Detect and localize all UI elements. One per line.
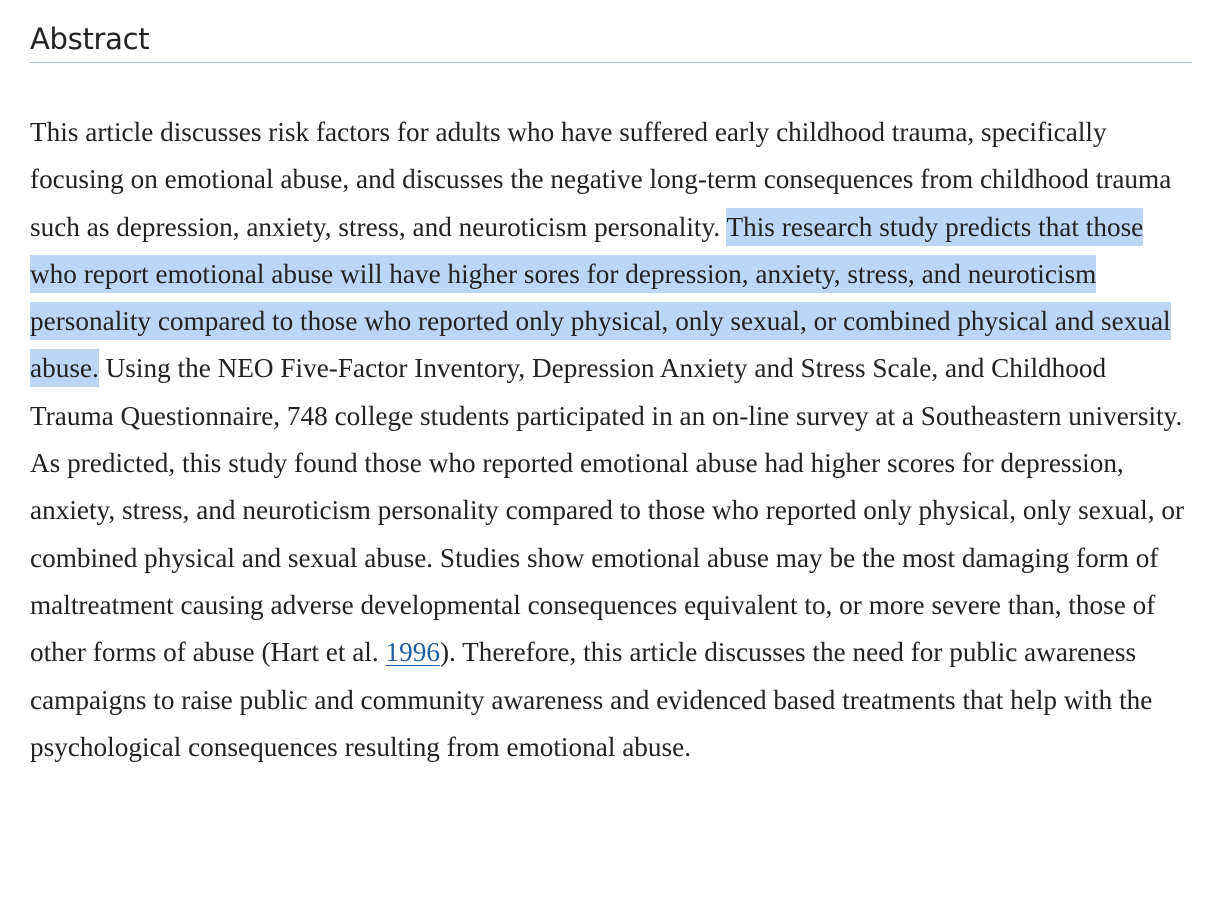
abstract-heading: Abstract (30, 22, 150, 56)
heading-divider (30, 62, 1192, 63)
abstract-section (30, 16, 1192, 771)
abstract-paragraph (30, 109, 1192, 771)
abstract-text-conclusion: ). Therefore, this article discusses the need for public awareness campaigns to raise public and community awareness and evidenced based treatments that help with the psychological consequences resulting from emotional abuse. (30, 637, 1153, 762)
abstract-text-body: Using the NEO Five-Factor Inventory, Depression Anxiety and Stress Scale, and Childhood Trauma Questionnaire, 748 college students participated in an on-line survey at a Southeastern university. As predicted, this study found those who reported emotional abuse had higher scores for depression, anxiety, stress, and neuroticism personality compared to those who reported only physical, only sexual, or combined physical and sexual abuse. Studies show emotional abuse may be the most damaging form of maltreatment causing adverse developmental consequences equivalent to, or more severe than, those of other forms of abuse (Hart et al. (30, 353, 1185, 668)
abstract-text-intro: This article discusses risk factors for adults who have suffered early childhood trauma, specifically focusing on emotional abuse, and discusses the negative long-term consequences from childhood trauma such as depression, anxiety, stress, and neuroticism personality. (30, 117, 1172, 242)
citation-link-hart-1996[interactable]: 1996 (385, 637, 440, 668)
highlighted-selection[interactable]: This research study predicts that those who report emotional abuse will have higher sores for depression, anxiety, stress, and neuroticism personality compared to those who reported only physical, only sexual, or combined physical and sexual abuse. (30, 208, 1171, 388)
